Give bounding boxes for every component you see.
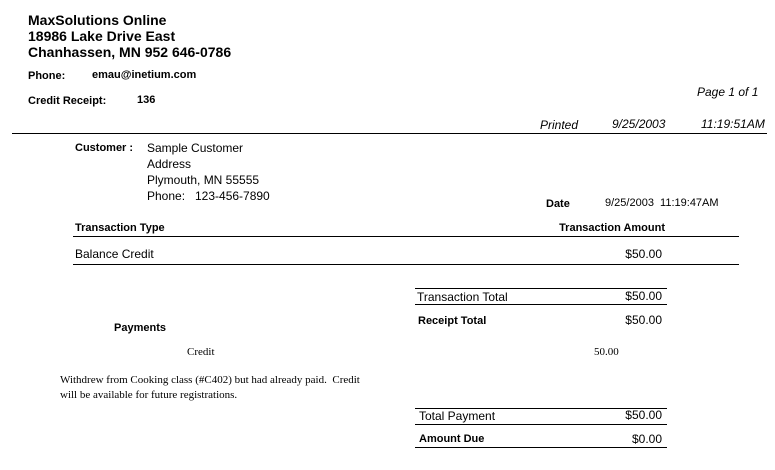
customer-name: Sample Customer [147,141,244,155]
note-line-1: Withdrew from Cooking class (#C402) but had already paid. Credit [60,374,360,386]
table-header-divider [73,236,739,237]
amount-due-label: Amount Due [419,433,485,445]
phone-value: emau@inetium.com [92,69,197,81]
page-info: Page 1 of 1 [697,85,759,99]
total-payment-value: $50.00 [625,408,662,422]
company-city-phone: Chanhassen, MN 952 646-0786 [28,44,232,60]
printed-date: 9/25/2003 [612,117,666,131]
phone-label: Phone: [28,70,66,82]
credit-receipt-number: 136 [137,94,156,106]
transaction-total-underline [415,304,667,305]
note-line-2: will be available for future registrations. [60,389,238,401]
amount-due-value: $0.00 [631,432,662,446]
total-payment-label: Total Payment [419,409,496,423]
payments-heading: Payments [114,322,166,334]
receipt-total-label: Receipt Total [418,315,487,327]
customer-phone-label: Phone: [147,189,186,203]
customer-phone: 123-456-7890 [195,189,270,203]
date-value: 9/25/2003 11:19:47AM [605,197,719,209]
payment-method: Credit [187,346,215,358]
date-label: Date [546,198,570,210]
printed-time: 11:19:51AM [701,117,765,131]
transaction-total-label: Transaction Total [417,290,508,304]
amount-due-underline [415,447,667,448]
header-divider [12,133,767,134]
company-address: 18986 Lake Drive East [28,28,176,44]
table-row-amount: $50.00 [625,247,662,261]
table-row-type: Balance Credit [75,247,154,261]
col-transaction-type: Transaction Type [75,222,165,234]
transaction-total-value: $50.00 [625,289,662,303]
customer-label: Customer : [75,142,134,154]
total-payment-underline [415,424,667,425]
printed-label: Printed [540,118,579,132]
col-transaction-amount: Transaction Amount [559,222,665,234]
receipt-total-value: $50.00 [625,313,662,327]
table-bottom-divider [73,264,739,265]
credit-receipt-label: Credit Receipt: [28,95,107,107]
customer-address: Address [147,157,192,171]
customer-city: Plymouth, MN 55555 [147,173,260,187]
company-name: MaxSolutions Online [28,12,167,28]
payment-amount: 50.00 [594,346,619,358]
